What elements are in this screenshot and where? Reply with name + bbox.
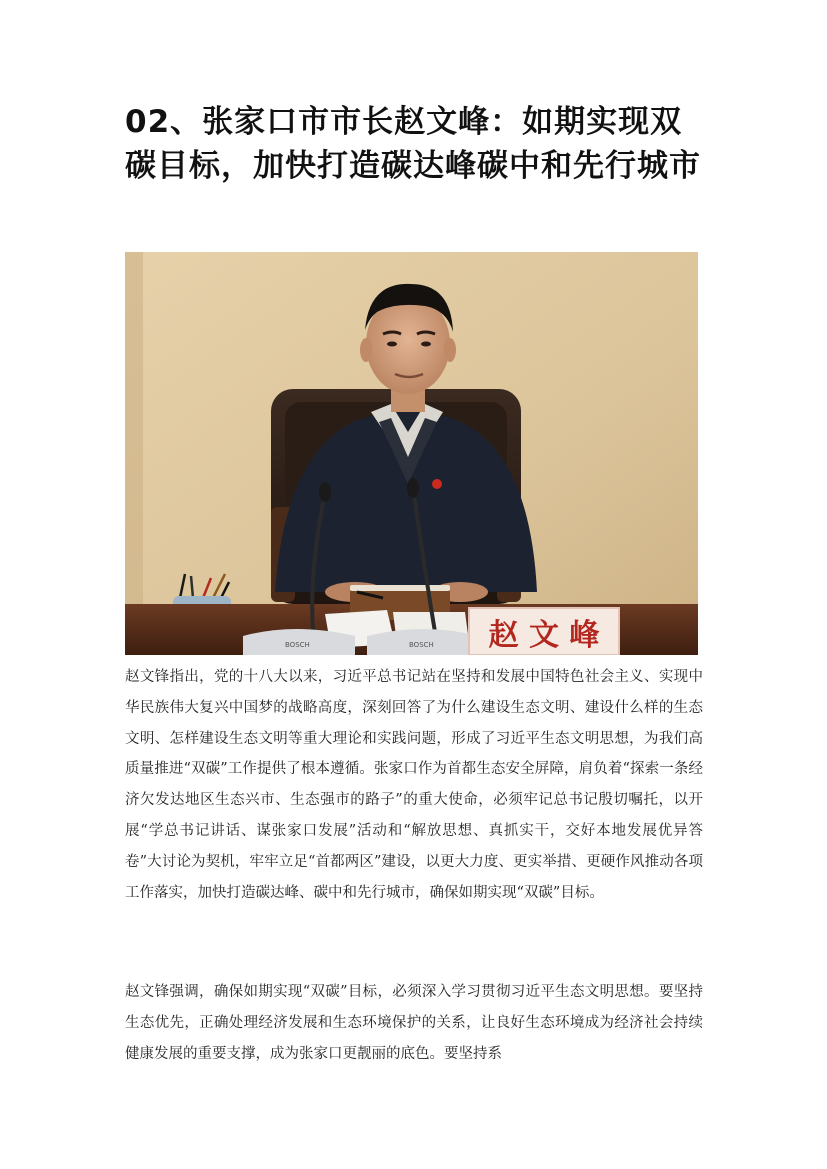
mic-brand-label: BOSCH xyxy=(285,641,310,649)
article-title: 02、张家口市市长赵文峰：如期实现双碳目标，加快打造碳达峰碳中和先行城市 xyxy=(125,104,701,184)
body-paragraph: 赵文锋强调，确保如期实现“双碳”目标，必须深入学习贯彻习近平生态文明思想。要坚持生态优先，正确处理经济发展和生态环境保护的关系，让良好生态环境成为经济社会持续健康发展的重要支撑，成为张家口更靓丽的底色。要坚持系 xyxy=(125,984,703,1062)
nameplate-text: 赵 文 峰 xyxy=(488,618,600,653)
nameplate xyxy=(469,608,619,655)
article-photo xyxy=(125,252,698,655)
mic-brand-label: BOSCH xyxy=(409,641,434,649)
body-paragraph: 赵文锋指出，党的十八大以来，习近平总书记站在坚持和发展中国特色社会主义、实现中华民族伟大复兴中国梦的战略高度，深刻回答了为什么建设生态文明、建设什么样的生态文明、怎样建设生态文明等重大理论和实践问题，形成了习近平生态文明思想，为我们高质量推进“双碳”工作提供了根本遵循。张家口作为首都生态安全屏障，肩负着“探索一条经济欠发达地区生态兴市、生态强市的路子”的重大使命，必须牢记总书记殷切嘱托，以开展“学总书记讲话、谋张家口发展”活动和“解放思想、真抓实干，交好本地发展优异答卷”大讨论为契机，牢牢立足“首都两区”建设，以更大力度、更实举措、更硬作风推动各项工作落实，加快打造碳达峰、碳中和先行城市，确保如期实现“双碳”目标。 xyxy=(125,669,703,901)
